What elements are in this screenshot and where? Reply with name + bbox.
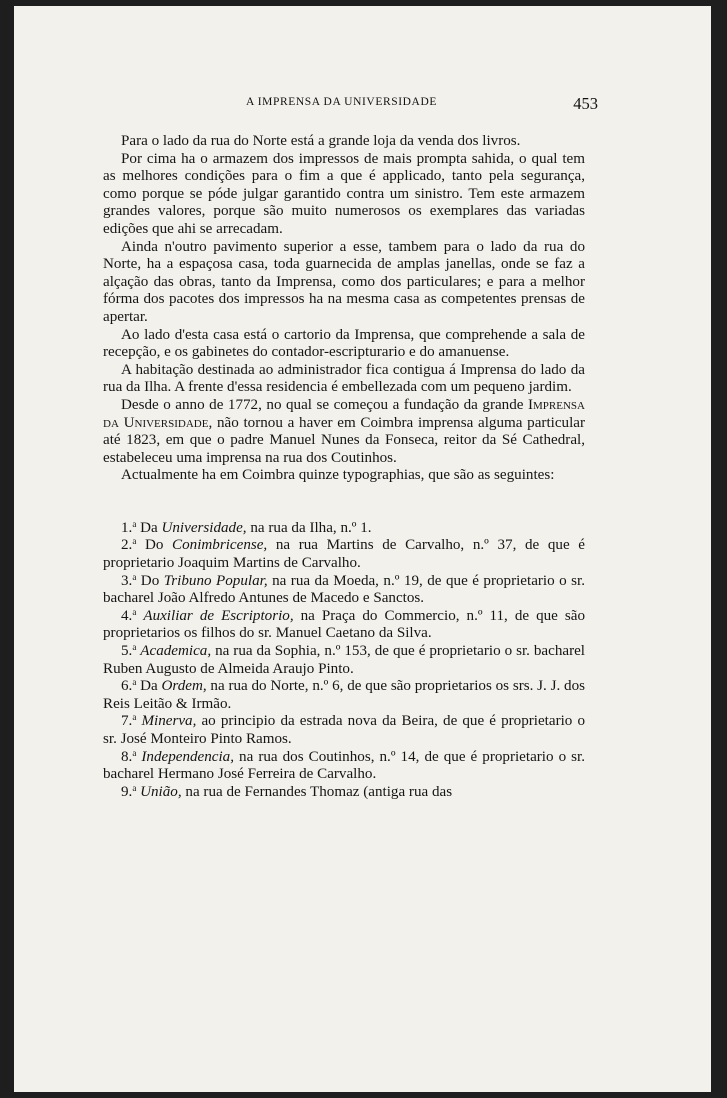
text-run: , não tornou a haver em Coimbra imprensa alguma particular até 1823, em que o padre Manuel Nunes da Fonseca, reitor da Sé Cathedral, estabeleceu uma imprensa na rua dos Coutinhos. [103, 414, 585, 466]
typography-name: Ordem, [161, 678, 207, 695]
text-run: ao principio da estrada nova da Beira, de que é proprietario o sr. José Monteiro Pinto Ramos. [103, 713, 585, 747]
list-item [103, 749, 585, 784]
ordinal-suffix: a [132, 642, 137, 653]
text-run: na rua de Fernandes Thomaz (antiga rua das [181, 783, 453, 800]
list-number: 9. [121, 783, 133, 800]
text-run: Do [136, 537, 173, 554]
paragraph: Ainda n'outro pavimento superior a esse, tambem para o lado da rua do Norte, ha a espaçosa casa, toda guarnecida de amplas janellas, onde se faz a alçação das obras, tanto da Imprensa, como dos particulares; e para a melhor fórma dos pacotes dos impressos ha na mesma casa as competentes prensas de apertar. [103, 238, 585, 325]
list-number: 6. [121, 678, 133, 695]
text-run: na Praça do Commercio, n.º 11, de que são proprietarios os filhos do sr. Manuel Caetano da Silva. [103, 607, 586, 642]
text-run: na rua dos Coutinhos, n.º 14, de que é proprietario o sr. bacharel Hermano José Ferreira de Carvalho. [103, 748, 586, 783]
paragraph: Ao lado d'esta casa está o cartorio da Imprensa, que comprehende a sala de recepção, e os gabinetes do contador-escripturario e do amanuense. [103, 326, 585, 361]
list-item [103, 537, 585, 572]
typography-name: Academica, [140, 643, 212, 660]
text-run: na rua da Moeda, n.º 19, de que é proprietario o sr. bacharel João Alfredo Antunes de Macedo e Sanctos. [103, 572, 585, 607]
book-page [14, 6, 711, 1092]
running-head [104, 94, 598, 114]
body-text [103, 133, 585, 801]
ordinal-suffix: a [132, 536, 137, 547]
ordinal-suffix: a [132, 747, 137, 758]
text-run: Desde o anno de 1772, no qual se começou a fundação da grande [121, 396, 524, 413]
list-item [103, 520, 585, 538]
list-number: 4. [121, 607, 133, 624]
typography-name: Tribuno Popular, [163, 572, 268, 589]
list-item [103, 608, 585, 643]
text-run: Da [136, 678, 162, 695]
typography-name: Universidade, [161, 519, 247, 536]
list-item [103, 573, 585, 608]
typography-name: Minerva, [141, 713, 197, 730]
list-number: 8. [121, 748, 133, 765]
ordinal-suffix: a [132, 606, 137, 617]
typography-name: Auxiliar de Escriptorio, [143, 607, 294, 624]
paragraph: Actualmente ha em Coimbra quinze typographias, que são as seguintes: [121, 467, 555, 484]
list-number: 5. [121, 643, 133, 660]
ordinal-suffix: a [132, 677, 137, 688]
running-head-title: A IMPRENSA DA UNIVERSIDADE [246, 96, 437, 108]
list-number: 1. [121, 519, 133, 536]
typography-name: União, [140, 783, 182, 800]
typography-name: Conimbricense, [172, 537, 268, 554]
typography-list [103, 520, 585, 802]
list-item [103, 713, 585, 748]
text-run: na rua do Norte, n.º 6, de que são proprietarios os srs. J. J. dos Reis Leitão & Irmão. [103, 678, 585, 712]
text-run: na rua da Ilha, n.º 1. [246, 519, 372, 536]
list-item [103, 784, 585, 802]
list-item [103, 643, 585, 678]
paragraph: Para o lado da rua do Norte está a grande loja da venda dos livros. [121, 133, 521, 149]
text-run: Do [136, 572, 164, 589]
ordinal-suffix: a [132, 782, 137, 793]
ordinal-suffix: a [132, 571, 137, 582]
paragraph: A habitação destinada ao administrador fica contigua á Imprensa do lado da rua da Ilha. A frente d'essa residencia é embellezada com um pequeno jardim. [103, 361, 585, 396]
paragraph: Por cima ha o armazem dos impressos de mais prompta sahida, o qual tem as melhores condições para o fim a que é applicado, tanto pela segurança, como porque se póde julgar garantido contra um sinistro. Tem este armazem grandes valores, porque são muito numerosos os exemplares das variadas edições que ahi se arrecadam. [103, 150, 585, 237]
imprint-name: Imprensa da Universidade [103, 396, 585, 431]
ordinal-suffix: a [132, 712, 137, 723]
list-number: 3. [121, 572, 133, 589]
list-number: 7. [121, 713, 133, 730]
text-run: Da [136, 519, 162, 536]
page-number: 453 [573, 94, 598, 113]
list-number: 2. [121, 537, 133, 554]
ordinal-suffix: a [132, 518, 137, 529]
text-run: na rua Martins de Carvalho, n.º 37, de que é proprietario Joaquim Martins de Carvalho. [103, 537, 585, 572]
paragraph [103, 397, 585, 467]
list-item [103, 678, 585, 713]
text-run: na rua da Sophia, n.º 153, de que é proprietario o sr. bacharel Ruben Augusto de Almeida Araujo Pinto. [103, 643, 585, 677]
typography-name: Independencia, [141, 748, 234, 765]
